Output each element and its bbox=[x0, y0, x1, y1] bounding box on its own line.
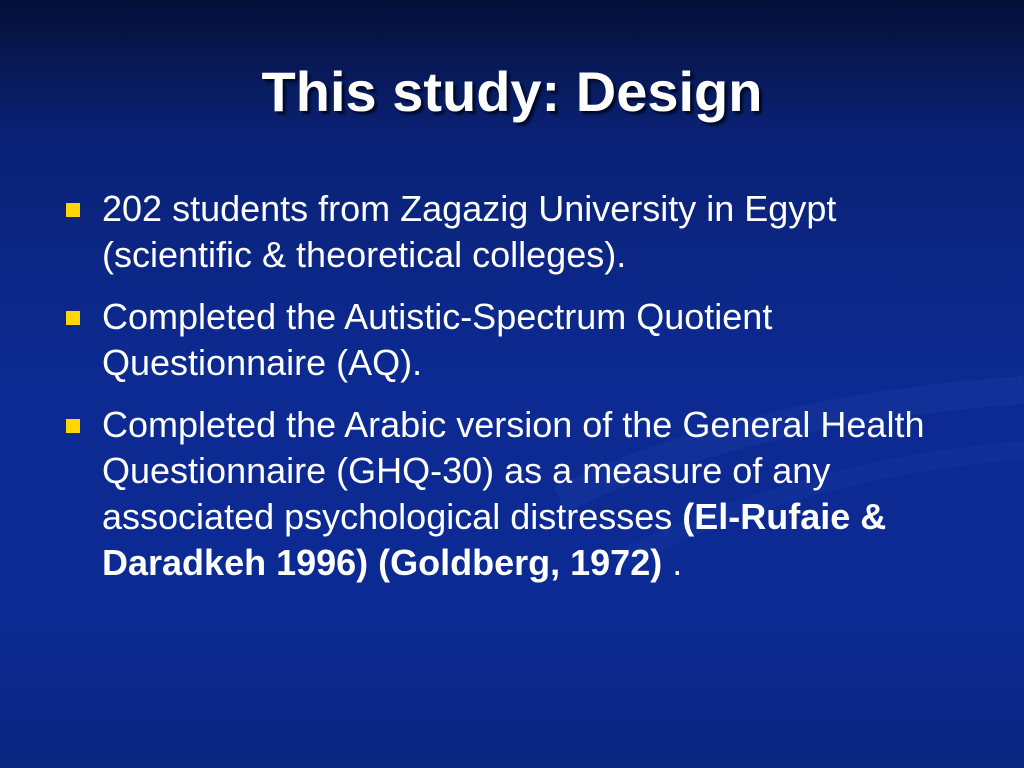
square-bullet-icon bbox=[66, 419, 80, 433]
bullet-text: Completed the Autistic-Spectrum Quotient Questionnaire (AQ). bbox=[102, 296, 773, 383]
square-bullet-icon bbox=[66, 311, 80, 325]
bullet-trailing-period: . bbox=[662, 542, 683, 583]
bullet-text: Completed the Arabic version of the General Health Questionnaire (GHQ-30) as a measure of any associated psychological distresses bbox=[102, 404, 925, 537]
bullet-text: 202 students from Zagazig University in Egypt (scientific & theoretical colleges). bbox=[102, 188, 837, 275]
slide-title: This study: Design bbox=[261, 60, 763, 123]
bullet-item bbox=[64, 402, 964, 586]
bullet-citation: (El-Rufaie & Daradkeh 1996) (Goldberg, 1972) bbox=[102, 496, 887, 583]
bullet-item bbox=[64, 186, 964, 278]
bullet-list bbox=[64, 186, 964, 602]
square-bullet-icon bbox=[66, 203, 80, 217]
bullet-item bbox=[64, 294, 964, 386]
